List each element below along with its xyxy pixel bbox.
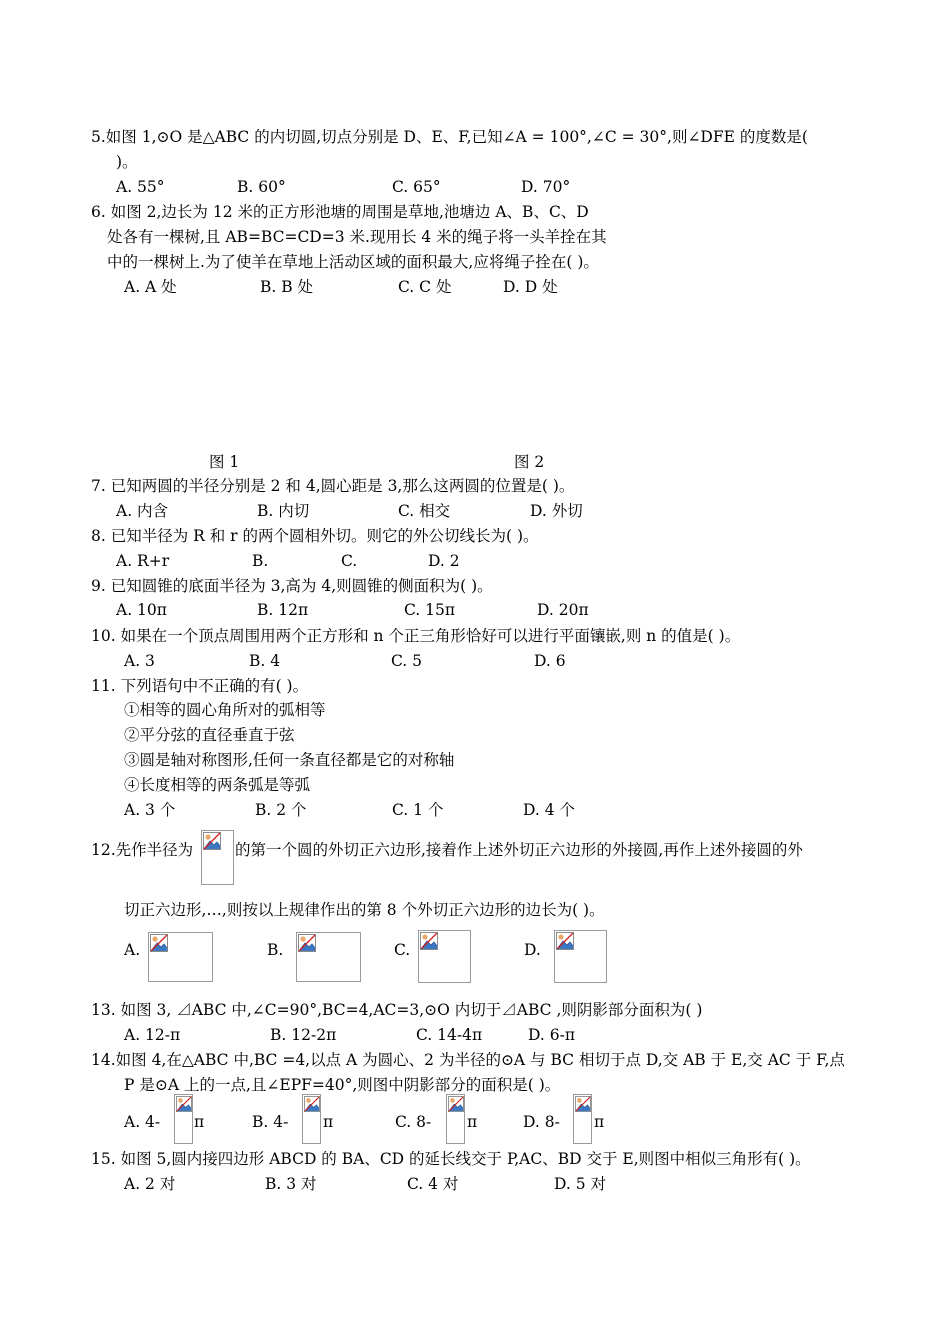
q6-line3: 中的一棵树上.为了使羊在草地上活动区域的面积最大,应将绳子拴在( )。 [107, 253, 599, 271]
q7-line1: 7. 已知两圆的半径分别是 2 和 4,圆心距是 3,那么这两圆的位置是( )。 [91, 477, 575, 495]
q13-option-c: C. 14-4π [416, 1026, 483, 1044]
q6-option-d: D. D 处 [503, 278, 558, 296]
q11-option-b: B. 2 个 [255, 801, 307, 819]
broken-image-icon [203, 832, 221, 850]
q11-option-c: C. 1 个 [392, 801, 444, 819]
q5-line1: 5.如图 1,⊙O 是△ABC 的内切圆,切点分别是 D、E、F,已知∠A = 100°,∠C = 30°,则∠DFE 的度数是( [91, 128, 808, 146]
q11-statement-2: ②平分弦的直径垂直于弦 [124, 726, 295, 744]
q8-option-d: D. 2 [428, 552, 460, 570]
q13-option-d: D. 6-π [528, 1026, 576, 1044]
q5-line2: )。 [116, 153, 138, 171]
q6-line2: 处各有一棵树,且 AB=BC=CD=3 米.现用长 4 米的绳子将一头羊拴在其 [107, 228, 607, 246]
q11-line1: 11. 下列语句中不正确的有( )。 [91, 677, 309, 695]
q6-option-c: C. C 处 [398, 278, 452, 296]
q14-option-d-image [573, 1094, 592, 1144]
q14-option-a-image [174, 1094, 193, 1144]
figure-2-caption: 图 2 [514, 453, 545, 471]
q11-option-a: A. 3 个 [124, 801, 176, 819]
q13-option-b: B. 12-2π [270, 1026, 337, 1044]
q6-option-b: B. B 处 [260, 278, 314, 296]
q14-line2: P 是⊙A 上的一点,且∠EPF=40°,则图中阴影部分的面积是( )。 [124, 1076, 561, 1094]
q8-line1: 8. 已知半径为 R 和 r 的两个圆相外切。则它的外公切线长为( )。 [91, 527, 539, 545]
q8-option-c: C. [341, 552, 358, 570]
broken-image-icon [304, 1096, 320, 1112]
q14-option-d: D. 8- [523, 1113, 560, 1131]
q12-option-a-image [148, 932, 213, 982]
q10-option-b: B. 4 [249, 652, 281, 670]
broken-image-icon [556, 932, 574, 950]
q12-option-c-image [418, 930, 471, 983]
q14-option-b-pi: π [323, 1113, 334, 1131]
q10-line1: 10. 如果在一个顶点周围用两个正方形和 n 个正三角形恰好可以进行平面镶嵌,则 n 的值是( )。 [91, 627, 741, 645]
q14-option-a-pi: π [194, 1113, 205, 1131]
q11-statement-1: ①相等的圆心角所对的弧相等 [124, 701, 326, 719]
q12-option-d-image [554, 930, 607, 983]
q13-option-a: A. 12-π [124, 1026, 181, 1044]
q12-line2: 切正六边形,…,则按以上规律作出的第 8 个外切正六边形的边长为( )。 [124, 901, 605, 919]
q12-option-a: A. [124, 941, 141, 959]
q7-option-d: D. 外切 [530, 502, 583, 520]
q10-option-a: A. 3 [124, 652, 155, 670]
q7-option-b: B. 内切 [257, 502, 310, 520]
q8-option-a: A. R+r [116, 552, 170, 570]
q9-option-b: B. 12π [257, 601, 309, 619]
q11-statement-3: ③圆是轴对称图形,任何一条直径都是它的对称轴 [124, 751, 455, 769]
q12-radius-image-placeholder [201, 830, 234, 885]
q5-option-b: B. 60° [237, 178, 286, 196]
q5-option-c: C. 65° [392, 178, 441, 196]
q14-option-b: B. 4- [252, 1113, 289, 1131]
q12-option-c: C. [394, 941, 411, 959]
q15-line1: 15. 如图 5,圆内接四边形 ABCD 的 BA、CD 的延长线交于 P,AC、BD 交于 E,则图中相似三角形有( )。 [91, 1150, 811, 1168]
q14-option-b-image [302, 1094, 321, 1144]
q14-option-a: A. 4- [124, 1113, 161, 1131]
broken-image-icon [150, 934, 168, 952]
q12-option-b: B. [267, 941, 284, 959]
q9-line1: 9. 已知圆锥的底面半径为 3,高为 4,则圆锥的侧面积为( )。 [91, 577, 493, 595]
q14-option-d-pi: π [594, 1113, 605, 1131]
q14-option-c-image [446, 1094, 465, 1144]
q10-option-d: D. 6 [534, 652, 566, 670]
q7-option-c: C. 相交 [398, 502, 451, 520]
figure-1-caption: 图 1 [209, 453, 240, 471]
q13-line1: 13. 如图 3, ⊿ABC 中,∠C=90°,BC=4,AC=3,⊙O 内切于⊿ABC ,则阴影部分面积为( ) [91, 1001, 703, 1019]
q8-option-b: B. [252, 552, 269, 570]
q10-option-c: C. 5 [391, 652, 423, 670]
q15-option-c: C. 4 对 [407, 1175, 459, 1193]
broken-image-icon [420, 932, 438, 950]
q14-option-c: C. 8- [395, 1113, 432, 1131]
q9-option-c: C. 15π [404, 601, 456, 619]
q15-option-b: B. 3 对 [265, 1175, 317, 1193]
q9-option-d: D. 20π [537, 601, 589, 619]
q12-suffix: 的第一个圆的外切正六边形,接着作上述外切正六边形的外接圆,再作上述外接圆的外 [235, 841, 803, 859]
q7-option-a: A. 内含 [116, 502, 169, 520]
q15-option-d: D. 5 对 [554, 1175, 607, 1193]
q11-option-d: D. 4 个 [523, 801, 576, 819]
q12-prefix: 12.先作半径为 [91, 841, 194, 859]
q11-statement-4: ④长度相等的两条弧是等弧 [124, 776, 311, 794]
q5-option-a: A. 55° [116, 178, 165, 196]
broken-image-icon [448, 1096, 464, 1112]
q15-option-a: A. 2 对 [124, 1175, 176, 1193]
q5-option-d: D. 70° [521, 178, 571, 196]
q6-line1: 6. 如图 2,边长为 12 米的正方形池塘的周围是草地,池塘边 A、B、C、D [91, 203, 589, 221]
q14-line1: 14.如图 4,在△ABC 中,BC =4,以点 A 为圆心、2 为半径的⊙A 与 BC 相切于点 D,交 AB 于 E,交 AC 于 F,点 [91, 1051, 845, 1069]
q12-option-b-image [296, 932, 361, 982]
q6-option-a: A. A 处 [124, 278, 177, 296]
q14-option-c-pi: π [467, 1113, 478, 1131]
broken-image-icon [575, 1096, 591, 1112]
q12-option-d: D. [524, 941, 541, 959]
broken-image-icon [298, 934, 316, 952]
q9-option-a: A. 10π [116, 601, 167, 619]
broken-image-icon [176, 1096, 192, 1112]
